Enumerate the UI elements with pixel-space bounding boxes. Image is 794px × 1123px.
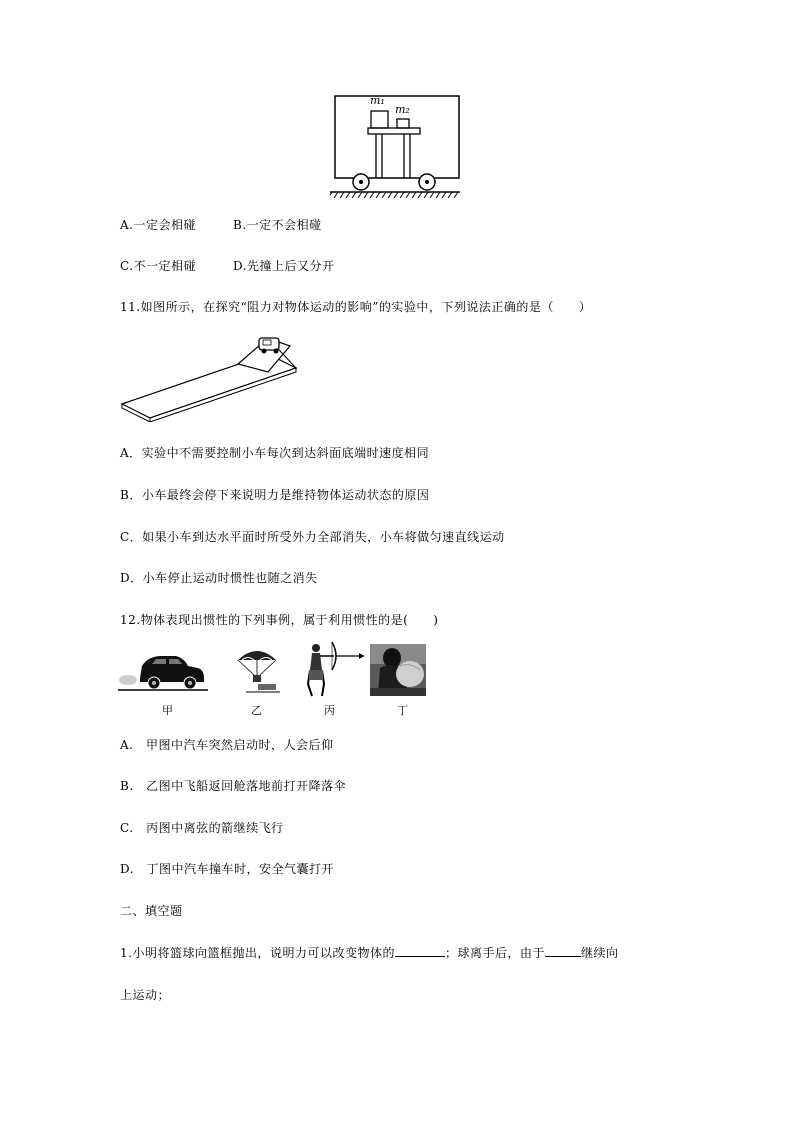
m2-label: m₂ xyxy=(395,103,410,116)
section-title: 二、填空题 xyxy=(120,904,183,918)
q10-option-d: D.先撞上后又分开 xyxy=(233,259,335,273)
caption-ding: 丁 xyxy=(397,704,408,717)
fill-q1-continued: 上运动； xyxy=(120,988,171,1002)
answer-blank-1[interactable] xyxy=(395,944,445,957)
answer-blank-2[interactable] xyxy=(545,944,581,957)
q12-option-a: A. 甲图中汽车突然启动时，人会后仰 xyxy=(120,738,334,752)
m1-label: m₁ xyxy=(370,94,385,107)
archer-picture xyxy=(300,640,366,698)
q11-option-a: A．实验中不需要控制小车每次到达斜面底端时速度相同 xyxy=(120,446,430,460)
q11-option-d: D．小车停止运动时惯性也随之消失 xyxy=(120,571,318,585)
q12-option-b: B. 乙图中飞船返回舱落地前打开降落伞 xyxy=(120,779,347,793)
fill-q1-text-2: ；球离手后，由于 xyxy=(444,946,545,960)
q11-option-b: B．小车最终会停下来说明力是维持物体运动状态的原因 xyxy=(120,488,430,502)
caption-jia: 甲 xyxy=(162,704,173,717)
fill-q1-text-3: 继续向 xyxy=(580,946,619,960)
q10-option-b: B.一定不会相碰 xyxy=(233,218,322,232)
caption-yi: 乙 xyxy=(251,704,262,717)
cart-figure xyxy=(330,92,465,202)
parachute-picture xyxy=(232,646,282,696)
q11-stem: 11.如图所示，在探究“阻力对物体运动的影响”的实验中，下列说法正确的是（ ） xyxy=(120,300,592,314)
q12-option-d: D. 丁图中汽车撞车时，安全气囊打开 xyxy=(120,862,335,876)
ramp-figure xyxy=(118,332,303,422)
q10-option-c: C.不一定相碰 xyxy=(120,259,197,273)
q10-option-a: A.一定会相碰 xyxy=(120,218,196,232)
airbag-picture xyxy=(370,644,426,696)
q12-stem: 12.物体表现出惯性的下列事例，属于利用惯性的是( ) xyxy=(120,613,439,627)
fill-question-1 xyxy=(120,944,618,961)
car-picture xyxy=(118,648,208,692)
q12-option-c: C. 丙图中离弦的箭继续飞行 xyxy=(120,821,284,835)
fill-q1-text-1: 1.小明将篮球向篮框抛出，说明力可以改变物体的 xyxy=(120,946,395,960)
caption-bing: 丙 xyxy=(324,704,335,717)
q11-option-c: C．如果小车到达水平面时所受外力全部消失，小车将做匀速直线运动 xyxy=(120,530,505,544)
